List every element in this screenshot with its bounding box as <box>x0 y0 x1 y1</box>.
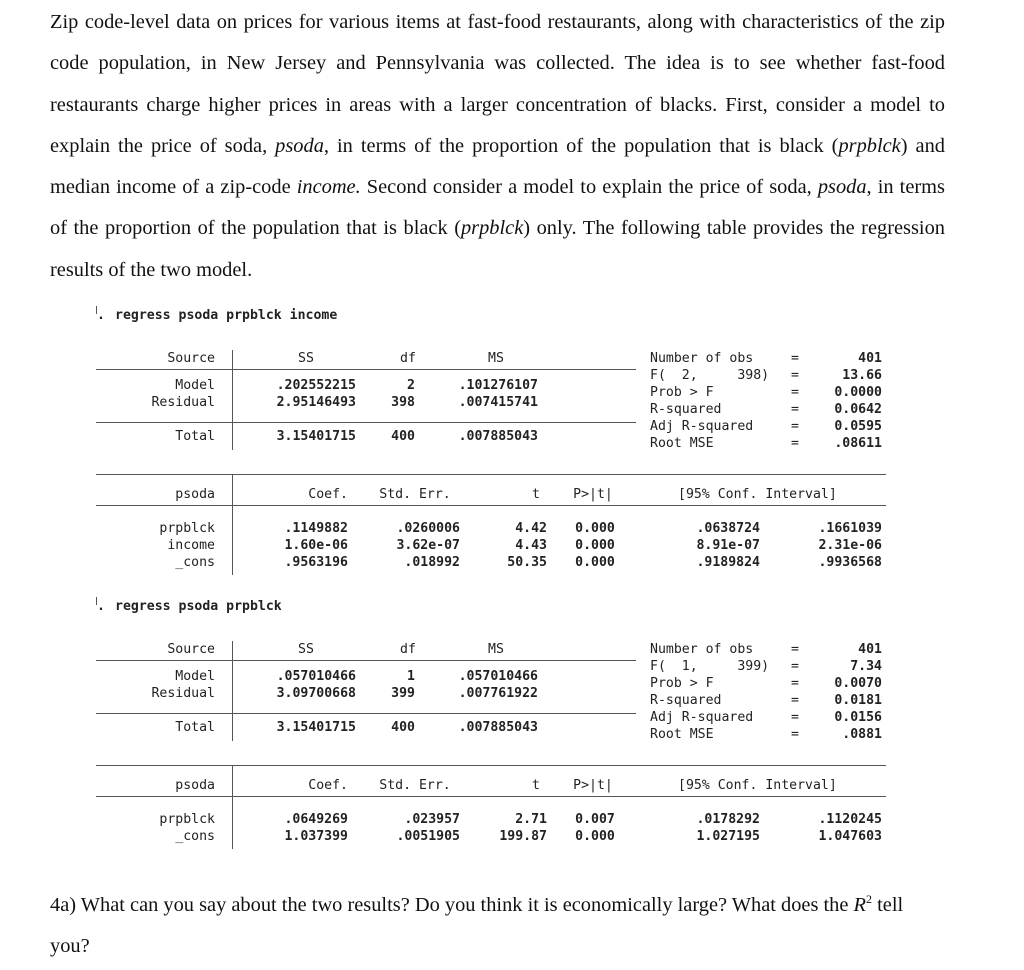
stderr-value: .018992 <box>404 555 460 570</box>
anova-source: Residual <box>151 395 215 410</box>
command-text: regress psoda prpblck income <box>115 308 338 323</box>
stat-eq: = <box>791 693 799 708</box>
command-prompt: . <box>97 599 105 614</box>
coef-var: income <box>167 538 215 553</box>
pvalue-header: P>|t| <box>573 778 613 793</box>
ss-header: SS <box>298 351 314 366</box>
anova-ms: .101276107 <box>458 378 538 393</box>
var-prpblck-2: prpblck <box>460 217 524 240</box>
anova-ms: .007415741 <box>458 395 538 410</box>
ci-low: .9189824 <box>696 555 760 570</box>
intro-paragraph <box>50 2 945 291</box>
ms-header: MS <box>488 642 504 657</box>
df-header: df <box>400 351 416 366</box>
stat-label: R-squared <box>650 693 722 708</box>
stat-value: 0.0181 <box>834 693 882 708</box>
intro-text-5: , in terms of the proportion of the population that is black ( <box>50 176 945 240</box>
stderr-header: Std. Err. <box>379 778 451 793</box>
anova-source: Model <box>175 669 215 684</box>
stderr-value: .0260006 <box>396 521 460 536</box>
anova-df: 1 <box>407 669 415 684</box>
stat-label: Root MSE <box>650 436 714 451</box>
coef-value: .1149882 <box>284 521 348 536</box>
t-value: 50.35 <box>507 555 547 570</box>
command-margin-line <box>96 306 97 314</box>
stat-value: 7.34 <box>850 659 882 674</box>
command-margin-line <box>96 597 97 605</box>
command-prompt: . <box>97 308 105 323</box>
p-value: 0.007 <box>575 812 615 827</box>
stat-value: 0.0595 <box>834 419 882 434</box>
stat-value: 0.0000 <box>834 385 882 400</box>
stat-eq: = <box>791 402 799 417</box>
anova-total-df: 400 <box>391 429 415 444</box>
ci-high: .1120245 <box>818 812 882 827</box>
df-header: df <box>400 642 416 657</box>
stat-label: Root MSE <box>650 727 714 742</box>
anova-total-rule <box>96 422 636 423</box>
stat-label: F( 1, 399) <box>650 659 770 674</box>
anova-top-rule <box>96 660 636 661</box>
stderr-header: Std. Err. <box>379 487 451 502</box>
regress-command <box>97 599 282 614</box>
stat-label: R-squared <box>650 402 722 417</box>
coef-top-rule <box>96 474 886 475</box>
regress-command <box>97 308 337 323</box>
ci-low: 1.027195 <box>696 829 760 844</box>
coef-divider <box>232 474 233 575</box>
t-header: t <box>532 778 540 793</box>
coef-var: _cons <box>175 555 215 570</box>
stat-label: Prob > F <box>650 385 714 400</box>
ci-header: [95% Conf. Interval] <box>678 487 837 502</box>
stat-eq: = <box>791 419 799 434</box>
t-value: 4.43 <box>515 538 547 553</box>
coef-value: .0649269 <box>284 812 348 827</box>
stat-eq: = <box>791 676 799 691</box>
var-psoda: psoda <box>275 134 324 157</box>
var-prpblck: prpblck <box>838 134 901 157</box>
stat-eq: = <box>791 368 799 383</box>
coef-var: prpblck <box>159 812 215 827</box>
anova-divider <box>232 641 233 741</box>
intro-text-1: Zip code-level data on prices for various items at fast-food restaurants, along with characteristics of the zip code population, in New Jersey and Pennsylvania was collected. The idea is to see whether fast-food restaurants charge higher prices in areas with a larger concentration of blacks. First, consider a model to explain the price of soda, <box>50 11 945 157</box>
var-income: income. <box>296 176 361 199</box>
anova-ms: .007761922 <box>458 686 538 701</box>
r-superscript: 2 <box>866 892 872 907</box>
stat-value: .08611 <box>834 436 882 451</box>
stat-eq: = <box>791 659 799 674</box>
anova-df: 399 <box>391 686 415 701</box>
stat-eq: = <box>791 727 799 742</box>
stat-value: 0.0156 <box>834 710 882 725</box>
source-header: Source <box>167 642 215 657</box>
stat-label: Adj R-squared <box>650 419 754 434</box>
coef-header: Coef. <box>308 487 348 502</box>
anova-total-ms: .007885043 <box>458 429 538 444</box>
coef-value: 1.037399 <box>284 829 348 844</box>
question-end: tell you? <box>50 894 904 958</box>
t-header: t <box>532 487 540 502</box>
command-text: regress psoda prpblck <box>115 599 282 614</box>
anova-total-ss: 3.15401715 <box>276 720 356 735</box>
stat-value: 0.0070 <box>834 676 882 691</box>
ci-low: .0638724 <box>696 521 760 536</box>
p-value: 0.000 <box>575 555 615 570</box>
ci-high: 1.047603 <box>818 829 882 844</box>
anova-total-source: Total <box>175 429 215 444</box>
question-4a <box>50 885 945 968</box>
stat-value: .0881 <box>842 727 882 742</box>
ci-low: 8.91e-07 <box>696 538 760 553</box>
stat-value: 13.66 <box>842 368 882 383</box>
stderr-value: .0051905 <box>396 829 460 844</box>
stderr-value: 3.62e-07 <box>396 538 460 553</box>
coef-header-rule <box>96 796 886 797</box>
anova-source: Model <box>175 378 215 393</box>
coef-var: _cons <box>175 829 215 844</box>
stat-label: Number of obs <box>650 351 754 366</box>
anova-divider <box>232 350 233 450</box>
intro-text-2: , in terms of the proportion of the population that is black ( <box>323 134 839 157</box>
t-value: 2.71 <box>515 812 547 827</box>
stat-label: Prob > F <box>650 676 714 691</box>
anova-ss: 3.09700668 <box>276 686 356 701</box>
coef-divider <box>232 765 233 849</box>
coef-value: .9563196 <box>284 555 348 570</box>
stat-label: Number of obs <box>650 642 754 657</box>
var-psoda-2: psoda <box>817 176 867 199</box>
intro-text-4: Second consider a model to explain the price of soda, <box>360 176 818 199</box>
stat-value: 0.0642 <box>834 402 882 417</box>
coef-header-rule <box>96 505 886 506</box>
coef-depvar-header: psoda <box>175 487 215 502</box>
ci-low: .0178292 <box>696 812 760 827</box>
anova-df: 398 <box>391 395 415 410</box>
t-value: 199.87 <box>499 829 547 844</box>
stat-label: Adj R-squared <box>650 710 754 725</box>
pvalue-header: P>|t| <box>573 487 613 502</box>
stat-label: F( 2, 398) <box>650 368 770 383</box>
anova-top-rule <box>96 369 636 370</box>
p-value: 0.000 <box>575 521 615 536</box>
ci-high: 2.31e-06 <box>818 538 882 553</box>
intro-text-6: ) only. The following table provides the regression results of the two model. <box>50 217 945 281</box>
stderr-value: .023957 <box>404 812 460 827</box>
anova-ss: .202552215 <box>276 378 356 393</box>
ss-header: SS <box>298 642 314 657</box>
stat-eq: = <box>791 351 799 366</box>
coef-value: 1.60e-06 <box>284 538 348 553</box>
stat-eq: = <box>791 642 799 657</box>
stat-eq: = <box>791 710 799 725</box>
stat-value: 401 <box>858 351 882 366</box>
stat-value: 401 <box>858 642 882 657</box>
source-header: Source <box>167 351 215 366</box>
anova-ss: .057010466 <box>276 669 356 684</box>
r-symbol: R <box>853 894 866 916</box>
stat-eq: = <box>791 436 799 451</box>
ci-header: [95% Conf. Interval] <box>678 778 837 793</box>
intro-text-3: ) and median income of a zip-code <box>50 134 945 199</box>
coef-header: Coef. <box>308 778 348 793</box>
t-value: 4.42 <box>515 521 547 536</box>
anova-source: Residual <box>151 686 215 701</box>
anova-total-df: 400 <box>391 720 415 735</box>
coef-var: prpblck <box>159 521 215 536</box>
anova-total-source: Total <box>175 720 215 735</box>
anova-total-rule <box>96 713 636 714</box>
anova-ms: .057010466 <box>458 669 538 684</box>
anova-total-ss: 3.15401715 <box>276 429 356 444</box>
stat-eq: = <box>791 385 799 400</box>
anova-ss: 2.95146493 <box>276 395 356 410</box>
coef-depvar-header: psoda <box>175 778 215 793</box>
ci-high: .9936568 <box>818 555 882 570</box>
anova-df: 2 <box>407 378 415 393</box>
coef-top-rule <box>96 765 886 766</box>
p-value: 0.000 <box>575 829 615 844</box>
ci-high: .1661039 <box>818 521 882 536</box>
anova-total-ms: .007885043 <box>458 720 538 735</box>
question-text: 4a) What can you say about the two results? Do you think it is economically large? What does the <box>50 894 854 916</box>
p-value: 0.000 <box>575 538 615 553</box>
ms-header: MS <box>488 351 504 366</box>
